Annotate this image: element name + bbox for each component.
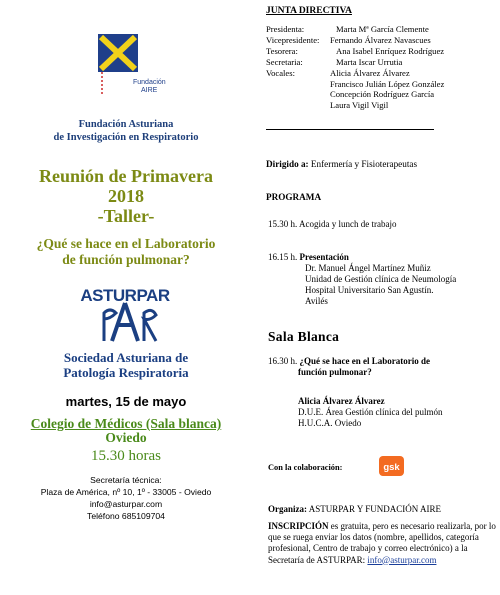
junta-role (266, 89, 330, 100)
secretaria-label: Secretaría técnica: (90, 475, 162, 485)
question-line-1: ¿Qué se hace en el Laboratorio (36, 236, 216, 251)
junta-directiva-title: JUNTA DIRECTIVA (266, 6, 352, 16)
speaker-hospital: H.U.C.A. Oviedo (298, 418, 362, 428)
society-name (0, 350, 252, 380)
event-city: Oviedo (105, 430, 147, 445)
inscripcion-label: INSCRIPCIÓN (268, 521, 329, 531)
sala-blanca-heading: Sala Blanca (268, 329, 340, 344)
secretaria-phone: Teléfono 685109704 (87, 511, 165, 521)
gsk-logo (379, 456, 404, 476)
junta-role: Vicepresidente: (266, 34, 320, 45)
programa-item-1: 15.30 h. Acogida y lunch de trabajo (268, 219, 397, 229)
item3-time: 16.30 h. (268, 356, 298, 366)
junta-role: Secretaria: (266, 56, 303, 67)
speaker-name: Alicia Álvarez Álvarez (298, 396, 385, 406)
dirigido-a (266, 159, 417, 169)
secretaria-email: info@asturpar.com (89, 499, 163, 509)
junta-row (266, 79, 444, 90)
asturpar-logo (80, 283, 170, 345)
colaboracion-label: Con la colaboración: (268, 463, 343, 472)
title-year: 2018 (108, 186, 144, 206)
inscripcion-email-link[interactable]: info@asturpar.com (367, 554, 437, 565)
item2-unit: Unidad de Gestión clínica de Neumología (305, 274, 457, 284)
foundation-line-2: de Investigación en Respiratorio (53, 132, 199, 143)
item2-title: Presentación (299, 252, 349, 262)
programa-item-2 (268, 252, 456, 307)
junta-row (266, 68, 444, 79)
gsk-logo-text: gsk (383, 462, 400, 473)
junta-row (266, 89, 444, 100)
junta-member: Laura Vigil Vigil (330, 100, 389, 111)
event-title (0, 166, 252, 226)
organiza-text: ASTURPAR Y FUNDACIÓN AIRE (308, 504, 442, 514)
fundacion-aire-logo (96, 32, 166, 100)
society-line-1: Sociedad Asturiana de (63, 350, 189, 365)
organiza-label: Organiza: (268, 504, 307, 514)
junta-row (266, 57, 444, 68)
organiza (268, 504, 441, 514)
item2-time: 16.15 h. (268, 252, 298, 262)
asturpar-r-shape (144, 310, 156, 341)
foundation-name (0, 118, 252, 144)
junta-member: Fernando Álvarez Navascues (330, 34, 431, 45)
event-date: martes, 15 de mayo (65, 394, 187, 409)
junta-role (266, 100, 330, 111)
junta-row (266, 24, 444, 35)
title-line-1: Reunión de Primavera (39, 166, 213, 186)
item2-hospital: Hospital Universitario San Agustín. (305, 285, 434, 295)
speaker-role: D.U.E. Área Gestión clínica del pulmón (298, 407, 443, 417)
junta-member: Concepción Rodríguez García (330, 89, 435, 100)
junta-role: Vocales: (266, 67, 295, 78)
item2-city: Avilés (305, 296, 328, 306)
inscripcion-text: es gratuita, pero es necesario realizarla, por lo que se ruega enviar los datos (nombre, apellidos, categoría profesional, Centro de trabajo y correo electrónico) a la Secretaría de ASTURPAR: (268, 521, 496, 565)
secretaria-address: Plaza de América, nº 10, 1º - 33005 - Oviedo (40, 487, 212, 497)
programa-title: PROGRAMA (266, 192, 322, 202)
event-venue: Colegio de Médicos (Sala blanca) (30, 416, 222, 431)
inscripcion (268, 521, 500, 566)
foundation-line-1: Fundación Asturiana (78, 119, 174, 130)
junta-directiva-table (266, 24, 444, 111)
junta-role: Tesorera: (266, 45, 298, 56)
programa-item-3 (268, 356, 430, 378)
item2-header (268, 252, 456, 263)
item3-speaker (298, 396, 442, 429)
asturpar-a-shape (112, 303, 138, 341)
dirigido-label: Dirigido a: (266, 159, 309, 169)
secretaria-tecnica (0, 474, 252, 522)
logo-aire-line-1: Fundación (133, 79, 166, 86)
right-column (262, 0, 500, 595)
junta-row (266, 35, 444, 46)
junta-member: Marta Mª García Clemente (336, 24, 429, 34)
section-divider (266, 129, 434, 130)
asturpar-logo-text: ASTURPAR (80, 286, 170, 305)
item3-title-line-1: ¿Qué se hace en el Laboratorio de (299, 356, 430, 366)
event-time: 15.30 horas (91, 448, 161, 464)
question-line-2: de función pulmonar? (62, 252, 190, 267)
title-taller: -Taller- (97, 206, 155, 226)
junta-member: Marta Iscar Urrutia (336, 56, 403, 67)
junta-member: Francisco Julián López González (330, 78, 445, 89)
society-line-2: Patología Respiratoria (63, 365, 189, 380)
logo-aire-line-2: AIRE (141, 87, 158, 94)
item3-title-line-2: función pulmonar? (298, 367, 372, 377)
junta-row (266, 46, 444, 57)
workshop-question (0, 236, 252, 268)
junta-member: Ana Isabel Enríquez Rodríguez (336, 45, 445, 56)
dirigido-text: Enfermería y Fisioterapeutas (310, 159, 418, 169)
junta-role: Presidenta: (266, 24, 305, 34)
item3-header (268, 356, 430, 367)
junta-member: Alicia Álvarez Álvarez (330, 67, 410, 78)
junta-row (266, 100, 444, 111)
junta-role (266, 79, 330, 90)
item2-speaker: Dr. Manuel Ángel Martínez Muñiz (305, 263, 431, 273)
